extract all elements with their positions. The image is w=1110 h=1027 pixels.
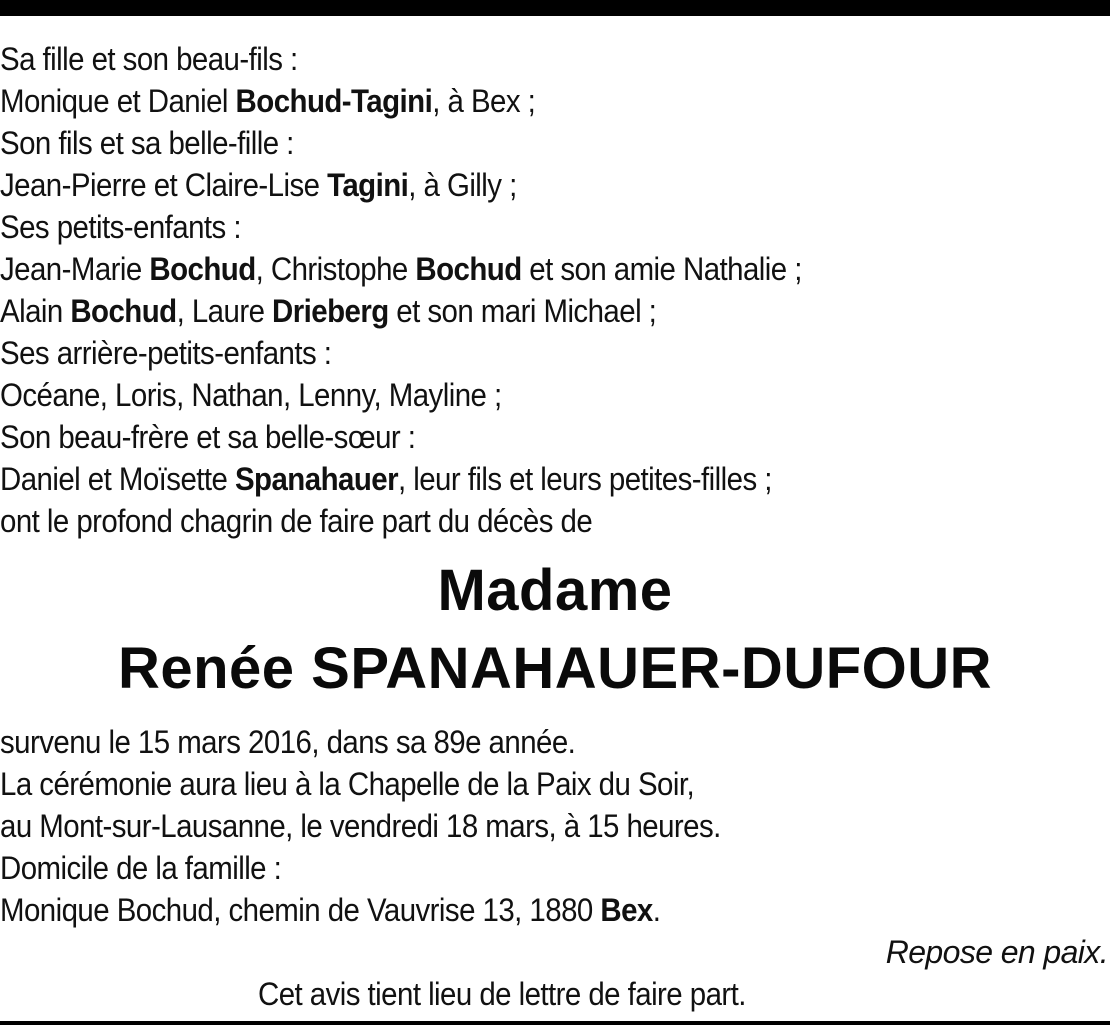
- family-surname: Bochud: [415, 251, 522, 287]
- family-line: Alain Bochud, Laure Drieberg et son mari Michael ;: [0, 293, 657, 329]
- family-list: [0, 38, 1110, 542]
- family-line: Océane, Loris, Nathan, Lenny, Mayline ;: [0, 377, 502, 413]
- repose-en-paix: Repose en paix.: [885, 934, 1108, 970]
- ceremony-line: au Mont-sur-Lausanne, le vendredi 18 mars, à 15 heures.: [0, 808, 721, 844]
- bottom-border-rule: [0, 1021, 1110, 1025]
- family-surname: Spanahauer: [234, 461, 398, 497]
- date-of-death: survenu le 15 mars 2016, dans sa 89e année.: [0, 724, 576, 760]
- deceased-name: Renée SPANAHAUER-DUFOUR: [117, 636, 993, 701]
- family-surname: Bochud-Tagini: [235, 83, 433, 119]
- ceremony-details: [0, 721, 1110, 1015]
- domicile-city: Bex: [600, 892, 653, 928]
- domicile-label: Domicile de la famille :: [0, 850, 282, 886]
- family-line: Son beau-frère et sa belle-sœur :: [0, 419, 416, 455]
- deceased-title: Madame: [437, 558, 673, 623]
- family-line: Monique et Daniel Bochud-Tagini, à Bex ;: [0, 83, 536, 119]
- family-line: Son fils et sa belle-fille :: [0, 125, 294, 161]
- family-surname: Bochud: [149, 251, 256, 287]
- top-border-rule: [0, 0, 1110, 16]
- domicile-address: Monique Bochud, chemin de Vauvrise 13, 1880 Bex.: [0, 892, 661, 928]
- announcement-line: ont le profond chagrin de faire part du décès de: [0, 503, 593, 539]
- family-line: Daniel et Moïsette Spanahauer, leur fils et leurs petites-filles ;: [0, 461, 772, 497]
- family-line: Jean-Pierre et Claire-Lise Tagini, à Gilly ;: [0, 167, 517, 203]
- deceased-name-block: [0, 552, 1110, 708]
- family-surname: Drieberg: [272, 293, 389, 329]
- family-surname: Bochud: [70, 293, 177, 329]
- family-line: Ses petits-enfants :: [0, 209, 241, 245]
- family-line: Jean-Marie Bochud, Christophe Bochud et son amie Nathalie ;: [0, 251, 802, 287]
- family-line: Ses arrière-petits-enfants :: [0, 335, 332, 371]
- ceremony-line: La cérémonie aura lieu à la Chapelle de la Paix du Soir,: [0, 766, 695, 802]
- notice-disclaimer: Cet avis tient lieu de lettre de faire part.: [258, 976, 746, 1012]
- family-surname: Tagini: [327, 167, 409, 203]
- family-line: Sa fille et son beau-fils :: [0, 41, 298, 77]
